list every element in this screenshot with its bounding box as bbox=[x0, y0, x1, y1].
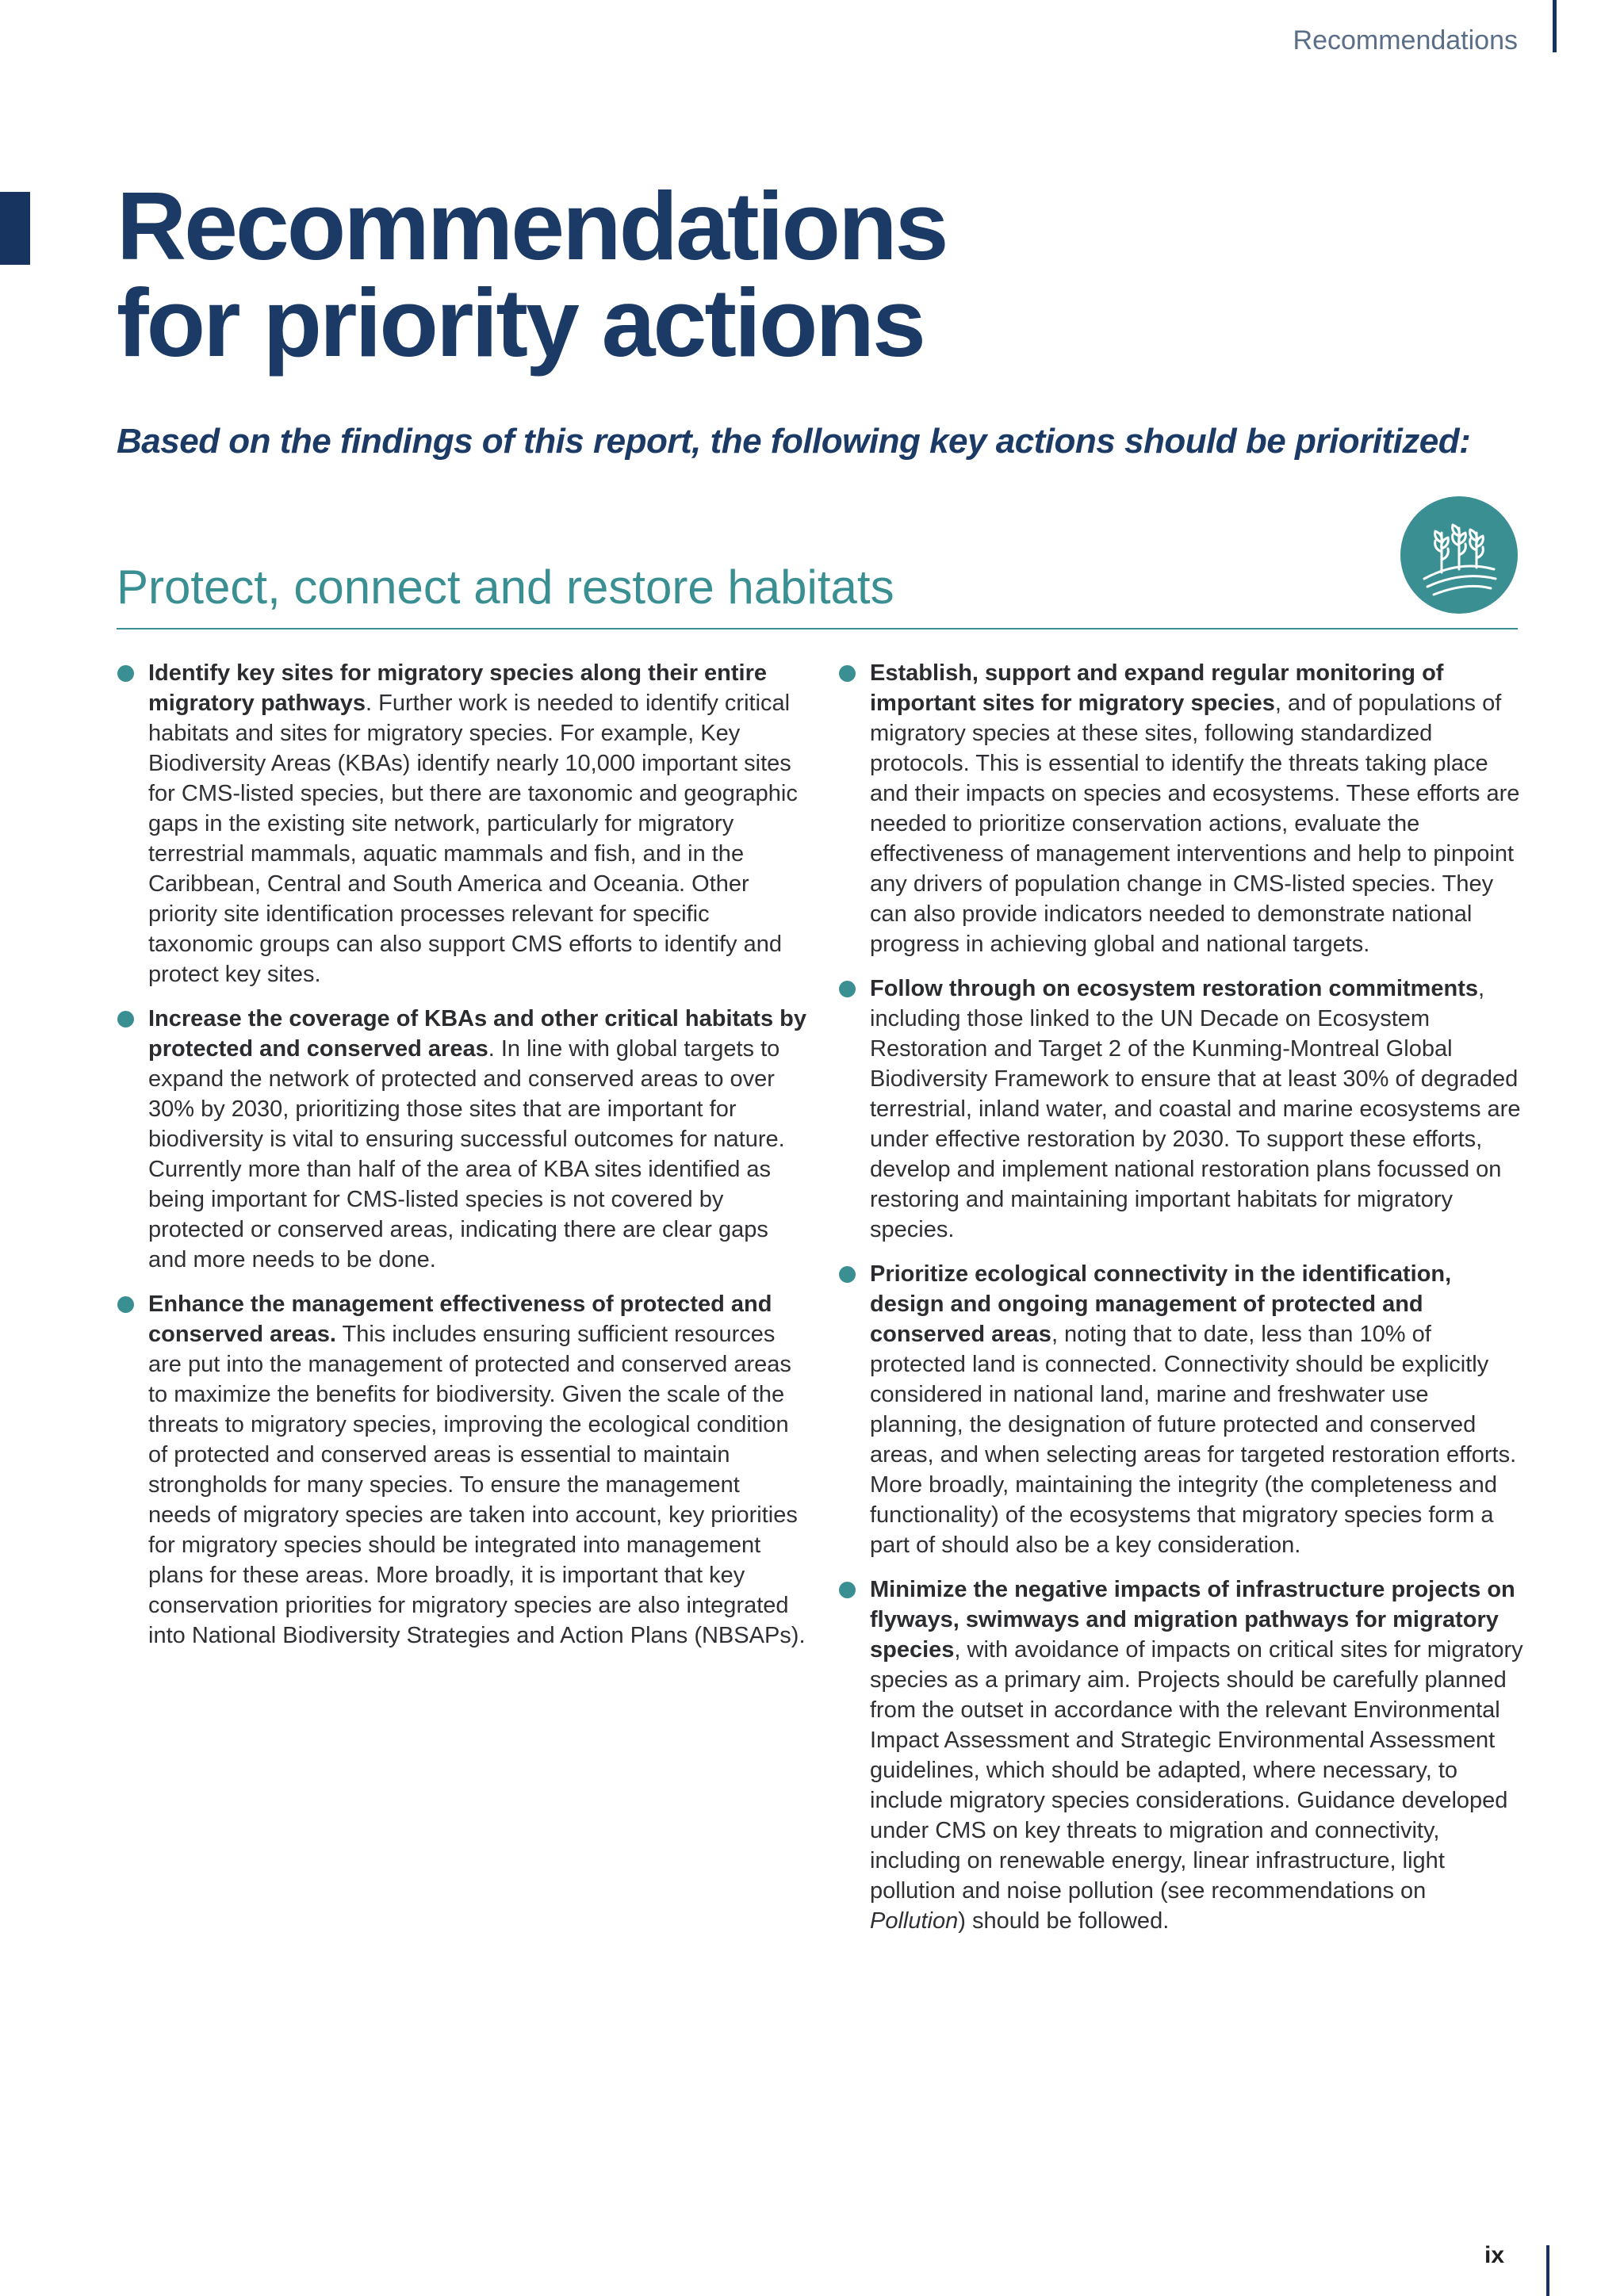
right-column-list bbox=[838, 658, 1528, 1950]
recommendation-body: . In line with global targets to expand the network of protected and conserved areas to over 30% by 2030, prioritizing those sites that are important for biodiversity is vital to ensuring successful outcomes for nature. Currently more than half of the area of KBA sites identified as being important for CMS-listed species is not covered by protected or conserved areas, indicating there are clear gaps and more needs to be done. bbox=[148, 1036, 785, 1272]
bullet-dot-icon bbox=[839, 1266, 856, 1283]
bullet-dot-icon bbox=[117, 1011, 134, 1027]
recommendation-lead: Identify key sites for migratory species along their entire migratory pathways bbox=[148, 660, 768, 716]
bullet-dot-icon bbox=[839, 1582, 856, 1598]
recommendation-body: , and of populations of migratory species at these sites, following standardized protocols. This is essential to identify the threats taking place and their impacts on species and ecosystems. These efforts are needed to prioritize conservation actions, evaluate the effectiveness of management interventions and help to pinpoint any drivers of population change in CMS-listed species. They can also provide indicators needed to demonstrate national progress in achieving global and national targets. bbox=[870, 691, 1520, 957]
page-title-line-1: Recommendations bbox=[117, 172, 947, 280]
bullet-dot-icon bbox=[839, 981, 856, 997]
page-title-line-2: for priority actions bbox=[117, 269, 924, 377]
section-heading: Protect, connect and restore habitats bbox=[117, 561, 894, 614]
section-divider bbox=[117, 628, 1518, 629]
page-number: ix bbox=[1484, 2242, 1505, 2268]
recommendation-body: , with avoidance of impacts on critical sites for migratory species as a primary aim. Projects should be carefully planned from the outset in accordance with the relevant Environmental Impact Assessment and Strategic Environmental Assessment guidelines, which should be adapted, where necessary, to include migratory species considerations. Guidance developed under CMS on key threats to migration and connectivity, including on renewable energy, linear infrastructure, light pollution and noise pollution (see recommendations on bbox=[870, 1637, 1523, 1904]
recommendation-body-emphasis: Pollution bbox=[870, 1908, 959, 1934]
recommendation-body: . Further work is needed to identify critical habitats and sites for migratory species. For example, Key Biodiversity Areas (KBAs) identify nearly 10,000 important sites for CMS-listed species, but there are taxonomic and geographic gaps in the existing site network, particularly for migratory terrestrial mammals, aquatic mammals and fish, and in the Caribbean, Central and South America and Oceania. Other priority site identification processes relevant for specific taxonomic groups can also support CMS efforts to identify and protect key sites. bbox=[148, 691, 798, 987]
recommendation-item bbox=[117, 658, 806, 989]
running-header: Recommendations bbox=[1293, 25, 1518, 55]
chapter-tab-marker bbox=[0, 192, 30, 265]
recommendation-lead: Prioritize ecological connectivity in the identification, design and ongoing management of protected and conserved areas bbox=[870, 1261, 1452, 1347]
recommendation-lead: Follow through on ecosystem restoration commitments bbox=[870, 976, 1478, 1001]
plants-landscape-icon-graphic bbox=[1400, 496, 1518, 614]
plants-landscape-icon bbox=[1400, 496, 1518, 614]
recommendation-item bbox=[838, 658, 1528, 959]
recommendation-body: , including those linked to the UN Decade on Ecosystem Restoration and Target 2 of the Kunming-Montreal Global Biodiversity Framework to ensure that at least 30% of degraded terrestrial, inland water, and coastal and marine ecosystems are under effective restoration by 2030. To support these efforts, develop and implement national restoration plans focussed on restoring and maintaining important habitats for migratory species. bbox=[870, 976, 1521, 1242]
recommendation-item bbox=[117, 1289, 806, 1651]
bullet-dot-icon bbox=[117, 665, 134, 682]
recommendation-item bbox=[838, 1575, 1528, 1936]
recommendation-lead: Establish, support and expand regular monitoring of important sites for migratory species bbox=[870, 660, 1444, 716]
footer-rule bbox=[1546, 2245, 1549, 2296]
recommendation-lead: Increase the coverage of KBAs and other critical habitats by protected and conserved areas bbox=[148, 1006, 806, 1062]
page-subtitle: Based on the findings of this report, the following key actions should be prioritized: bbox=[117, 422, 1471, 461]
recommendation-body-tail: ) should be followed. bbox=[958, 1908, 1170, 1934]
header-rule bbox=[1553, 0, 1557, 52]
recommendation-item bbox=[838, 974, 1528, 1245]
recommendation-body: , noting that to date, less than 10% of protected land is connected. Connectivity should be explicitly considered in national land, marine and freshwater use planning, the designation of future protected and conserved areas, and when selecting areas for targeted restoration efforts. More broadly, maintaining the integrity (the completeness and functionality) of the ecosystems that migratory species form a part of should also be a key consideration. bbox=[870, 1322, 1517, 1558]
bullet-dot-icon bbox=[117, 1296, 134, 1313]
recommendation-body: This includes ensuring sufficient resources are put into the management of protected and conserved areas to maximize the benefits for biodiversity. Given the scale of the threats to migratory species, improving the ecological condition of protected and conserved areas is essential to maintain strongholds for many species. To ensure the management needs of migratory species are taken into account, key priorities for migratory species should be integrated into management plans for these areas. More broadly, it is important that key conservation priorities for migratory species are also integrated into National Biodiversity Strategies and Action Plans (NBSAPs). bbox=[148, 1322, 806, 1648]
recommendation-item bbox=[838, 1259, 1528, 1560]
recommendation-lead: Enhance the management effectiveness of protected and conserved areas. bbox=[148, 1292, 772, 1347]
recommendation-item bbox=[117, 1004, 806, 1275]
left-column-list bbox=[117, 658, 806, 1665]
page-title bbox=[117, 172, 947, 377]
recommendation-lead: Minimize the negative impacts of infrastructure projects on flyways, swimways and migration pathways for migratory species bbox=[870, 1577, 1515, 1663]
bullet-dot-icon bbox=[839, 665, 856, 682]
